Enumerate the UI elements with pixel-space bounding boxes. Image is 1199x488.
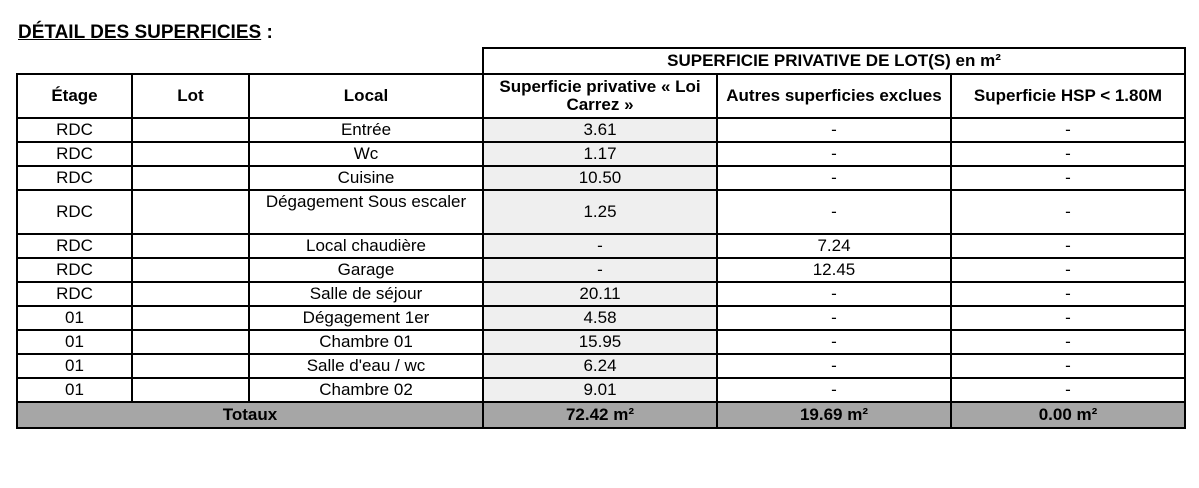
- table-row: [17, 378, 1185, 402]
- cell-carrez: 3.61: [483, 118, 717, 142]
- cell-hsp: -: [951, 354, 1185, 378]
- cell-local: Dégagement 1er: [249, 306, 483, 330]
- cell-etage: RDC: [17, 282, 132, 306]
- col-header-lot: Lot: [132, 74, 249, 118]
- table-body: [17, 118, 1185, 402]
- cell-carrez: -: [483, 258, 717, 282]
- cell-etage: 01: [17, 354, 132, 378]
- col-header-carrez: Superficie privative « Loi Carrez »: [483, 74, 717, 118]
- cell-etage: RDC: [17, 142, 132, 166]
- cell-etage: RDC: [17, 258, 132, 282]
- totals-row: [17, 402, 1185, 428]
- cell-hsp: -: [951, 378, 1185, 402]
- cell-hsp: -: [951, 330, 1185, 354]
- col-header-etage: Étage: [17, 74, 132, 118]
- cell-carrez: 10.50: [483, 166, 717, 190]
- cell-autres: 12.45: [717, 258, 951, 282]
- table-row: [17, 354, 1185, 378]
- cell-etage: RDC: [17, 118, 132, 142]
- cell-carrez: 1.17: [483, 142, 717, 166]
- empty-header-space: [17, 48, 483, 74]
- title-text: DÉTAIL DES SUPERFICIES: [18, 22, 262, 43]
- cell-etage: RDC: [17, 166, 132, 190]
- cell-carrez: 6.24: [483, 354, 717, 378]
- col-header-local: Local: [249, 74, 483, 118]
- total-carrez: 72.42 m²: [483, 402, 717, 428]
- table-row: [17, 258, 1185, 282]
- cell-carrez: -: [483, 234, 717, 258]
- cell-carrez: 9.01: [483, 378, 717, 402]
- cell-autres: -: [717, 378, 951, 402]
- cell-lot: [132, 118, 249, 142]
- cell-autres: -: [717, 282, 951, 306]
- cell-local: Chambre 02: [249, 378, 483, 402]
- cell-etage: 01: [17, 330, 132, 354]
- cell-hsp: -: [951, 306, 1185, 330]
- table-row: [17, 190, 1185, 234]
- table-row: [17, 118, 1185, 142]
- table-row: [17, 282, 1185, 306]
- col-header-autres: Autres superficies exclues: [717, 74, 951, 118]
- cell-lot: [132, 234, 249, 258]
- cell-lot: [132, 142, 249, 166]
- cell-lot: [132, 166, 249, 190]
- table-row: [17, 142, 1185, 166]
- cell-lot: [132, 258, 249, 282]
- cell-autres: -: [717, 166, 951, 190]
- cell-etage: RDC: [17, 234, 132, 258]
- cell-autres: -: [717, 190, 951, 234]
- cell-carrez: 1.25: [483, 190, 717, 234]
- cell-etage: 01: [17, 306, 132, 330]
- table-row: [17, 330, 1185, 354]
- header-superficie-privative: SUPERFICIE PRIVATIVE DE LOT(S) en m²: [483, 48, 1185, 74]
- title-colon: :: [261, 22, 273, 43]
- cell-local: Local chaudière: [249, 234, 483, 258]
- cell-carrez: 15.95: [483, 330, 717, 354]
- cell-lot: [132, 330, 249, 354]
- table-row: [17, 234, 1185, 258]
- cell-autres: 7.24: [717, 234, 951, 258]
- col-header-hsp: Superficie HSP < 1.80M: [951, 74, 1185, 118]
- cell-autres: -: [717, 330, 951, 354]
- table-row: [17, 306, 1185, 330]
- cell-hsp: -: [951, 282, 1185, 306]
- cell-local: Entrée: [249, 118, 483, 142]
- cell-local: Chambre 01: [249, 330, 483, 354]
- cell-hsp: -: [951, 166, 1185, 190]
- cell-local: Garage: [249, 258, 483, 282]
- cell-lot: [132, 354, 249, 378]
- cell-hsp: -: [951, 234, 1185, 258]
- totals-label: Totaux: [17, 402, 483, 428]
- cell-local: Salle d'eau / wc: [249, 354, 483, 378]
- cell-lot: [132, 190, 249, 234]
- cell-carrez: 4.58: [483, 306, 717, 330]
- cell-lot: [132, 282, 249, 306]
- table-row: [17, 166, 1185, 190]
- cell-etage: 01: [17, 378, 132, 402]
- cell-local: Salle de séjour: [249, 282, 483, 306]
- superficies-table: [16, 47, 1186, 429]
- cell-autres: -: [717, 354, 951, 378]
- cell-lot: [132, 378, 249, 402]
- total-autres: 19.69 m²: [717, 402, 951, 428]
- document-title: [18, 22, 273, 44]
- cell-local: Cuisine: [249, 166, 483, 190]
- cell-autres: -: [717, 306, 951, 330]
- cell-lot: [132, 306, 249, 330]
- cell-carrez: 20.11: [483, 282, 717, 306]
- cell-hsp: -: [951, 190, 1185, 234]
- cell-hsp: -: [951, 118, 1185, 142]
- cell-local: Wc: [249, 142, 483, 166]
- total-hsp: 0.00 m²: [951, 402, 1185, 428]
- cell-hsp: -: [951, 142, 1185, 166]
- cell-local: Dégagement Sous escaler: [249, 190, 483, 234]
- cell-etage: RDC: [17, 190, 132, 234]
- cell-autres: -: [717, 142, 951, 166]
- cell-autres: -: [717, 118, 951, 142]
- cell-hsp: -: [951, 258, 1185, 282]
